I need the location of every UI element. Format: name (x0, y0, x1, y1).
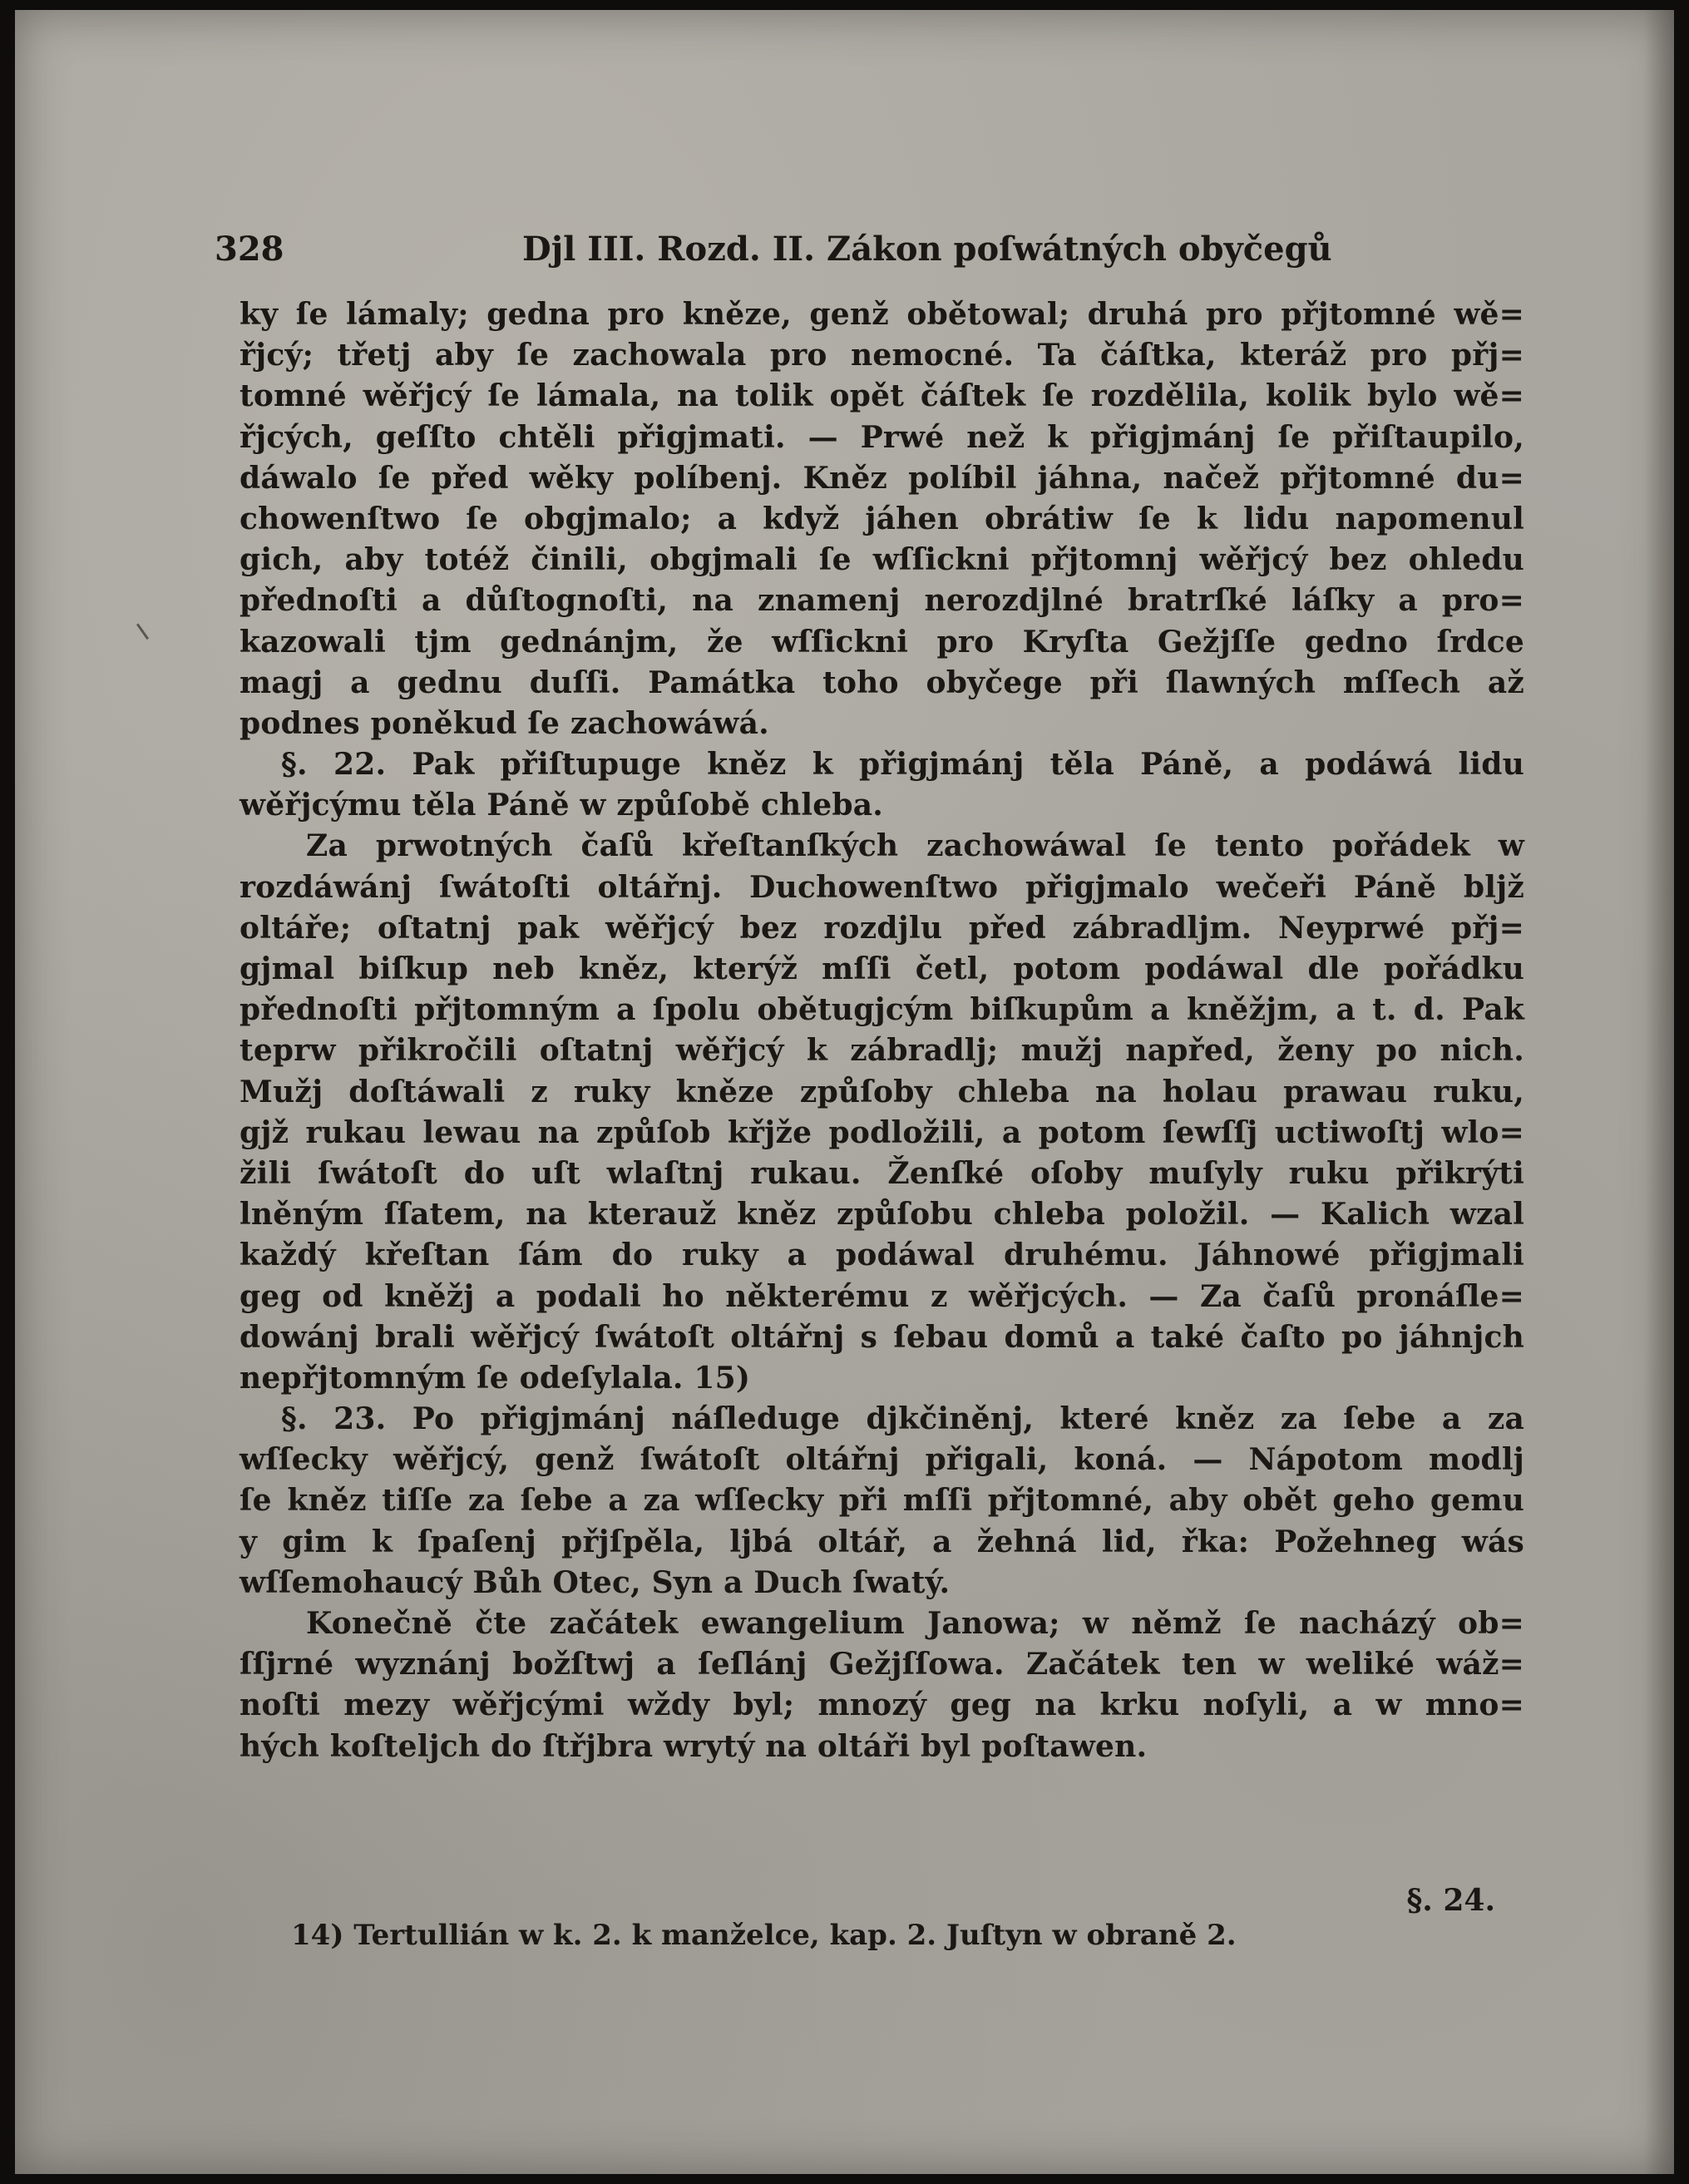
text-line: magj a gednu duſſi. Památka toho obyčege při ſlawných mſſech až (240, 665, 1524, 700)
text-line: Konečně čte začátek ewangelium Janowa; w němž ſe nacházý ob= (306, 1606, 1524, 1641)
page-header (215, 225, 1545, 274)
text-line: gjž rukau lewau na způſob křjže podložili, a potom ſewſſj uctiwoſtj wlo= (240, 1114, 1524, 1150)
text-line: nepřjtomným ſe odeſylala. 15) (240, 1360, 751, 1396)
text-line: oltáře; oſtatnj pak wěřjcý bez rozdjlu před zábradljm. Neyprwé přj= (240, 910, 1524, 946)
section-heading-23: §. 23. Po přigjmánj náſleduge djkčiněnj, které kněz za ſebe a za (281, 1401, 1524, 1437)
text-line: dowánj brali wěřjcý ſwátoſt oltářnj s ſebau domů a také čaſto po jáhnjch (240, 1319, 1524, 1355)
text-line: teprw přikročili oſtatnj wěřjcý k zábradlj; mužj napřed, ženy po nich. (240, 1033, 1524, 1069)
text-line: ſſjrné wyznánj božſtwj a ſeſlánj Gežjſſowa. Začátek ten w weliké wáž= (240, 1647, 1524, 1682)
text-line: podnes poněkud ſe zachowáwá. (240, 705, 769, 741)
margin-mark (136, 613, 164, 640)
text-line: žili ſwátoſt do uſt wlaſtnj rukau. Ženſké oſoby muſyly ruku přikrýti (240, 1155, 1524, 1191)
text-line: geg od kněžj a podali ho některému z wěřjcých. — Za čaſů pronáſle= (240, 1278, 1524, 1314)
text-line: řjcých, geſſto chtěli přigjmati. — Prwé než k přigjmánj ſe přiſtaupilo, (240, 419, 1524, 455)
text-line: Za prwotných čaſů křeſtanſkých zachowáwal ſe tento pořádek w (306, 828, 1524, 864)
text-line: přednoſti a důſtognoſti, na znamenj nerozdjlné bratrſké láſky a pro= (240, 583, 1524, 619)
text-line: dáwalo ſe před wěky políbenj. Kněz políbil jáhna, načež přjtomné du= (240, 460, 1524, 496)
footnote: 14) Tertullián w k. 2. k manželce, kap. 2. Juſtyn w obraně 2. (291, 1919, 1237, 1952)
text-line: hých koſtelјch do ſtřjbra wrytý na oltáři byl poſtawen. (240, 1728, 1148, 1764)
text-line: každý křeſtan ſám do ruky a podáwal druhému. Jáhnowé přigjmali (240, 1238, 1524, 1273)
catchword: §. 24. (1406, 1883, 1495, 1918)
page-number: 328 (215, 230, 284, 269)
section-heading-22: §. 22. Pak přiſtupuge kněz k přigjmánj těla Páně, a podáwá lidu (281, 747, 1524, 783)
text-line: y gim k ſpaſenj přjſpěla, ljbá oltář, a žehná lid, řka: Požehneg wás (240, 1524, 1524, 1559)
body-text (240, 294, 1524, 1767)
scanned-page (15, 10, 1674, 2174)
text-line: gich, aby totéž činili, obgjmali ſe wſſickni přjtomnj wěřjcý bez ohledu (240, 542, 1524, 578)
text-line: řjcý; třetj aby ſe zachowala pro nemocné. Ta čáſtka, kteráž pro přj= (240, 338, 1524, 373)
text-line: Mužj doſtáwali z ruky kněze způſoby chleba na holau prawau ruku, (240, 1074, 1524, 1109)
text-line: ky ſe lámaly; gedna pro kněze, genž obětowal; druhá pro přjtomné wě= (240, 297, 1524, 332)
text-line: kazowali tjm gednánjm, že wſſickni pro Kryſta Gežjſſe gedno ſrdce (240, 624, 1524, 660)
text-line: přednoſti přjtomným a ſpolu obětugjcým bіſkupům a kněžjm, a t. d. Pak (240, 992, 1524, 1028)
text-line: gjmal biſkup neb kněz, kterýž mſſi četl, potom podáwal dle pořádku (240, 951, 1524, 986)
text-line: lněným ſſatem, na kterauž kněz způſobu chleba položil. — Kalich wzal (240, 1197, 1524, 1233)
text-line: wěřjcýmu těla Páně w způſobě chleba. (240, 788, 883, 823)
text-line: tomné wěřjcý ſe lámala, na tolik opět čáſtek ſe rozdělila, kolik bylo wě= (240, 378, 1524, 414)
text-line: wſſemohaucý Bůh Otec, Syn a Duch ſwatý. (240, 1564, 951, 1600)
text-line: noſti mezy wěřjcými wždy byl; mnozý geg na krku noſyli, a w mno= (240, 1687, 1524, 1723)
running-title: Djl III. Rozd. II. Zákon poſwátných obyčegů (522, 230, 1332, 269)
text-line: wſſecky wěřjcý, genž ſwátoſt oltářnj přigali, koná. — Nápotom modlj (240, 1442, 1524, 1478)
text-line: chowenſtwo ſe obgjmalo; a když jáhen obrátiw ſe k lidu napomenul (240, 501, 1524, 536)
page-edge-shadow (1644, 10, 1674, 2174)
text-line: rozdáwánj ſwátoſti oltářnj. Duchowenſtwo přigjmalo wečeři Páně blјž (240, 869, 1524, 905)
text-line: ſe kněz tiſſe za ſebe a za wſſecky při mſſi přjtomné, aby obět geho gemu (240, 1483, 1524, 1519)
